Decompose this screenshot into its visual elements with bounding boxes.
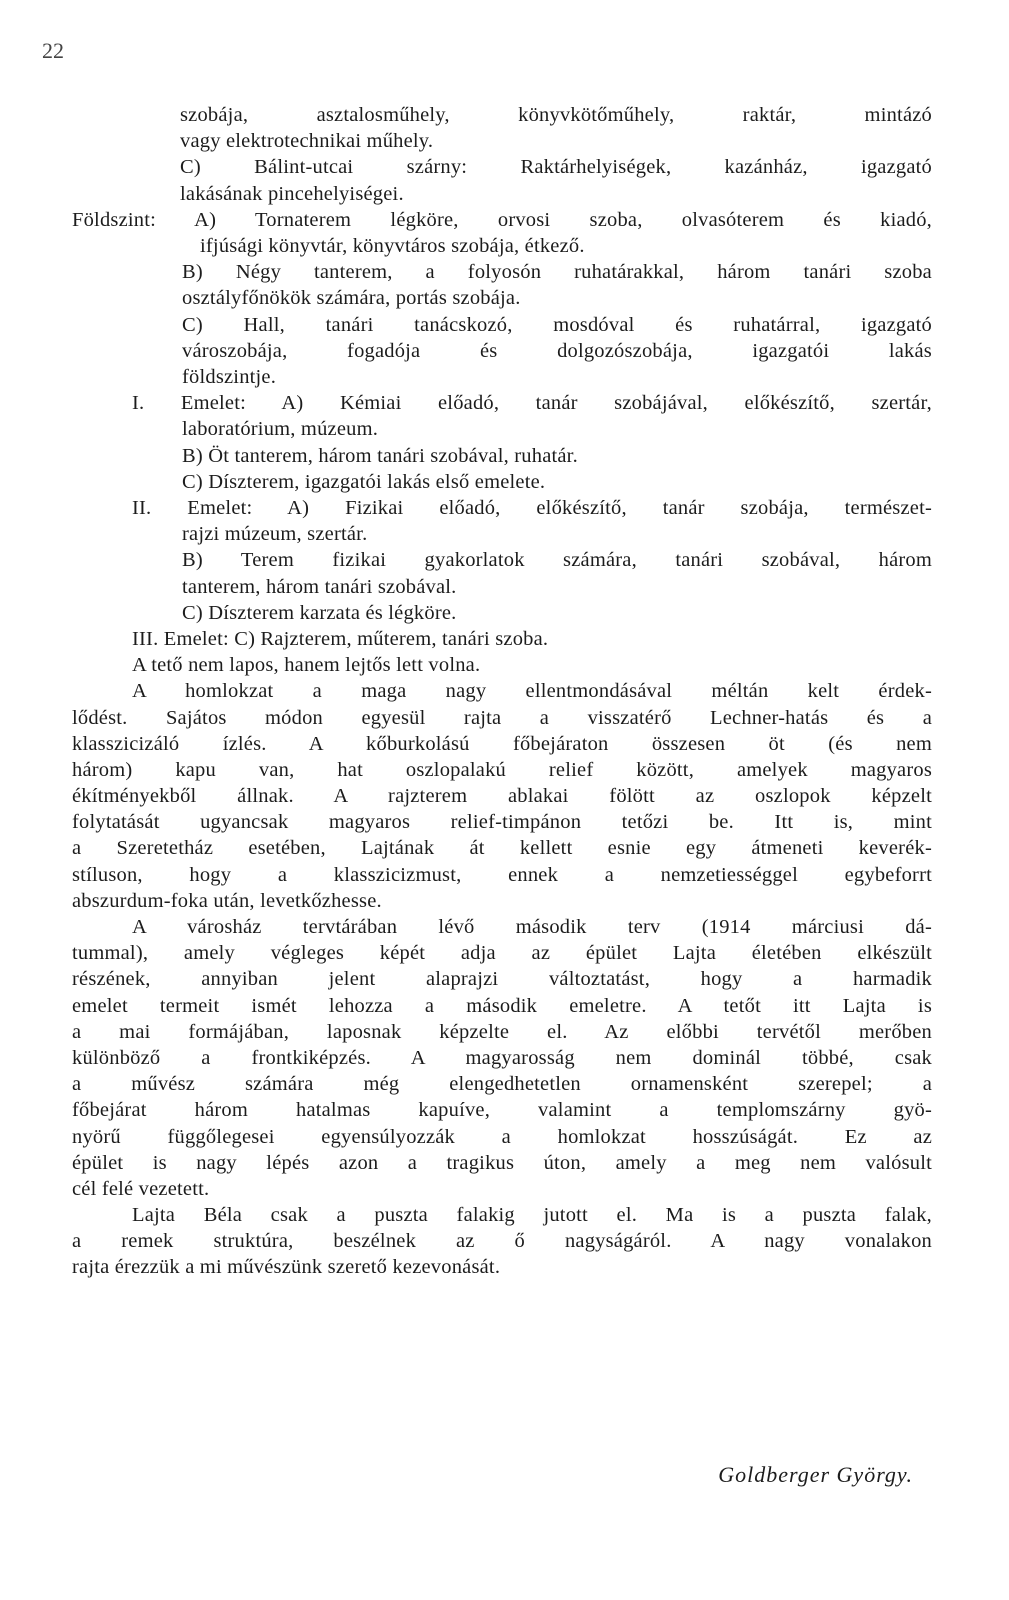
text-line: abszurdum-foka után, levetkőzhesse. (72, 889, 382, 912)
text-line: C) Díszterem karzata és légköre. (182, 601, 457, 624)
text-line: földszintje. (182, 365, 277, 388)
text-line: épület is nagy lépés azon a tragikus úton, amely a meg nem valósult (72, 1151, 932, 1174)
text-line: III. Emelet: C) Rajzterem, műterem, tanári szoba. (132, 627, 549, 650)
text-line: Lajta Béla csak a puszta falakig jutott el. Ma is a puszta falak, (132, 1204, 932, 1227)
text-line: három) kapu van, hat oszlopalakú relief között, amelyek magyaros (72, 758, 932, 781)
text-line: városzobája, fogadója és dolgozószobája, igazgatói lakás (182, 339, 932, 362)
text-line: ékítményekből állnak. A rajzterem ablakai fölött az oszlopok képzelt (72, 785, 932, 808)
text-line: cél felé vezetett. (72, 1177, 210, 1200)
text-line: nyörű függőlegesei egyensúlyozzák a homlokzat hosszúságát. Ez az (72, 1125, 932, 1148)
text-line: a Szeretetház esetében, Lajtának át kellett esnie egy átmeneti keverék- (72, 837, 932, 860)
text-line: rajta érezzük a mi művészünk szerető kezevonását. (72, 1256, 501, 1279)
text-line: szobája, asztalosműhely, könyvkötőműhely, raktár, mintázó (180, 104, 932, 126)
text-line: lakásának pincehelyiségei. (180, 182, 404, 205)
text-line: különböző a frontkiképzés. A magyarosság nem dominál többé, csak (72, 1046, 932, 1069)
text-line: tummal), amely végleges képét adja az épület Lajta életében elkészült (72, 942, 932, 965)
text-line: A homlokzat a maga nagy ellentmondásával méltán kelt érdek- (132, 680, 932, 703)
text-line: A városház tervtárában lévő második terv (1914 márciusi dá- (132, 916, 932, 939)
text-line: C) Hall, tanári tanácskozó, mosdóval és ruhatárral, igazgató (182, 313, 932, 336)
text-line: C) Díszterem, igazgatói lakás első emelete. (182, 470, 546, 493)
text-line: tanterem, három tanári szobával. (182, 575, 457, 598)
text-line: II. Emelet: A) Fizikai előadó, előkészítő, tanár szobája, természet- (132, 496, 932, 519)
text-line: rajzi múzeum, szertár. (182, 523, 368, 546)
text-line: osztályfőnökök számára, portás szobája. (182, 287, 521, 310)
text-line: lődést. Sajátos módon egyesül rajta a visszatérő Lechner-hatás és a (72, 706, 932, 729)
text-line: laboratórium, múzeum. (182, 418, 379, 441)
text-line: a remek struktúra, beszélnek az ő nagyságáról. A nagy vonalakon (72, 1230, 932, 1253)
text-line: folytatását ugyancsak magyaros relief-timpánon tetőzi be. Itt is, mint (72, 811, 932, 834)
text-line: C) Bálint-utcai szárny: Raktárhelyiségek, kazánház, igazgató (180, 156, 932, 179)
text-line: vagy elektrotechnikai műhely. (180, 130, 434, 153)
text-line: A tető nem lapos, hanem lejtős lett volna. (132, 654, 481, 677)
text-line: stíluson, hogy a klasszicizmust, ennek a nemzetiességgel egybeforrt (72, 863, 932, 886)
page-number: 22 (42, 38, 64, 63)
text-line: a mai formájában, laposnak képzelte el. Az előbbi tervétől merőben (72, 1020, 932, 1043)
text-line: klasszicizáló ízlés. A kőburkolású főbejáraton összesen öt (és nem (72, 732, 932, 755)
text-line: a művész számára még elengedhetetlen ornamensként szerepel; a (72, 1073, 932, 1096)
text-line: Földszint: A) Tornaterem légköre, orvosi szoba, olvasóterem és kiadó, (72, 208, 932, 231)
text-line: B) Négy tanterem, a folyosón ruhatárakkal, három tanári szoba (182, 261, 932, 284)
author-signature: Goldberger György. (718, 1462, 913, 1487)
text-line: részének, annyiban jelent alaprajzi változtatást, hogy a harmadik (72, 968, 932, 991)
text-line: emelet termeit ismét lehozza a második emeletre. A tetőt itt Lajta is (72, 994, 932, 1017)
text-line: B) Öt tanterem, három tanári szobával, ruhatár. (182, 444, 578, 467)
text-line: B) Terem fizikai gyakorlatok számára, tanári szobával, három (182, 549, 932, 572)
text-line: főbejárat három hatalmas kapuíve, valamint a templomszárny gyö- (72, 1099, 932, 1122)
text-line: I. Emelet: A) Kémiai előadó, tanár szobájával, előkészítő, szertár, (132, 392, 932, 415)
text-line: ifjúsági könyvtár, könyvtáros szobája, étkező. (200, 234, 585, 257)
body-text (72, 102, 932, 1281)
